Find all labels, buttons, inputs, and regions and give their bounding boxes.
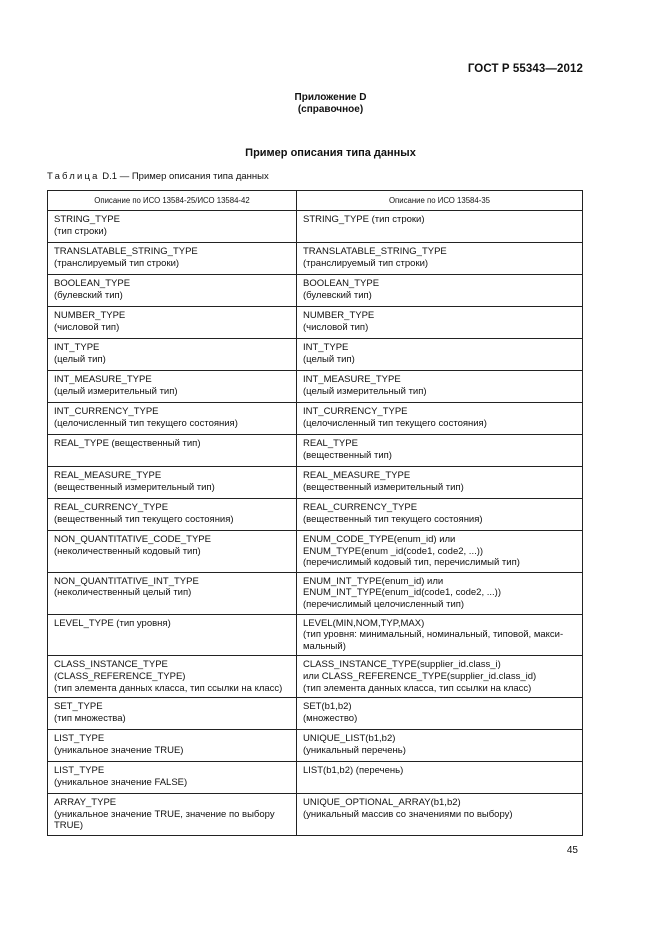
appendix-heading	[0, 92, 661, 116]
cell-iso-13584-35	[297, 499, 583, 531]
table-row	[48, 730, 583, 762]
table-row	[48, 307, 583, 339]
cell-line: (целый тип)	[54, 353, 106, 365]
appendix-note: (справочное)	[297, 104, 364, 115]
cell-line: STRING_TYPE	[54, 214, 120, 225]
cell-line: ENUM_TYPE(enum _id(code1, code2, ...))	[303, 545, 484, 557]
cell-iso-13584-25-42	[48, 762, 297, 794]
table-row	[48, 435, 583, 467]
cell-line: (уникальное значение TRUE)	[54, 744, 184, 756]
table-row	[48, 243, 583, 275]
cell-iso-13584-25-42	[48, 339, 297, 371]
cell-iso-13584-25-42	[48, 730, 297, 762]
cell-line: SET_TYPE	[54, 701, 103, 713]
cell-line: (булевский тип)	[303, 289, 372, 301]
cell-line: REAL_CURRENCY_TYPE	[54, 502, 169, 513]
cell-iso-13584-35	[297, 467, 583, 499]
cell-iso-13584-25-42	[48, 614, 297, 656]
cell-line: TRANSLATABLE_STRING_TYPE	[303, 246, 447, 257]
cell-line: INT_CURRENCY_TYPE	[54, 406, 159, 417]
table-row	[48, 211, 583, 243]
cell-line: (уникальный перечень)	[303, 744, 406, 756]
cell-iso-13584-35	[297, 339, 583, 371]
cell-line: (целочисленный тип текущего состояния)	[54, 417, 238, 429]
cell-line: REAL_MEASURE_TYPE	[303, 470, 411, 481]
cell-line: LEVEL(MIN,NOM,TYP,MAX)	[303, 617, 425, 629]
cell-iso-13584-35	[297, 275, 583, 307]
cell-line: INT_MEASURE_TYPE	[303, 374, 401, 385]
cell-line: (множество)	[303, 712, 358, 724]
table-row	[48, 275, 583, 307]
table-header-row	[48, 191, 583, 211]
table-row	[48, 499, 583, 531]
cell-line: (транслируемый тип строки)	[303, 257, 429, 269]
cell-line: (целочисленный тип текущего состояния)	[303, 417, 487, 429]
table-caption	[47, 171, 269, 182]
cell-line: (булевский тип)	[54, 289, 123, 301]
cell-iso-13584-25-42	[48, 499, 297, 531]
cell-iso-13584-25-42	[48, 307, 297, 339]
cell-line: (CLASS_REFERENCE_TYPE)	[54, 670, 186, 682]
cell-line: INT_TYPE	[54, 342, 100, 353]
cell-line: STRING_TYPE (тип строки)	[303, 214, 425, 225]
table-row	[48, 762, 583, 794]
standard-number: ГОСТ Р 55343—2012	[467, 63, 583, 75]
cell-iso-13584-35	[297, 435, 583, 467]
table-row	[48, 698, 583, 730]
table-row	[48, 614, 583, 656]
cell-iso-13584-25-42	[48, 435, 297, 467]
cell-line: мальный)	[303, 640, 346, 652]
cell-line: ENUM_INT_TYPE(enum_id) или	[303, 575, 444, 587]
cell-line: ENUM_CODE_TYPE(enum_id) или	[303, 534, 456, 545]
cell-line: LIST_TYPE	[54, 765, 105, 777]
cell-line: (тип элемента данных класса, тип ссылки на класс)	[54, 682, 283, 694]
cell-iso-13584-35	[297, 762, 583, 794]
cell-line: REAL_TYPE	[303, 438, 358, 449]
cell-line: REAL_MEASURE_TYPE	[54, 470, 162, 481]
cell-line: INT_CURRENCY_TYPE	[303, 406, 408, 417]
cell-line: (перечислимый целочисленный тип)	[303, 598, 465, 610]
cell-line: REAL_TYPE (вещественный тип)	[54, 438, 201, 449]
cell-line: (уникальное значение FALSE)	[54, 776, 188, 788]
cell-line: (тип уровня: минимальный, номинальный, типовой, макси-	[303, 629, 564, 641]
cell-iso-13584-35	[297, 531, 583, 573]
cell-iso-13584-25-42	[48, 698, 297, 730]
cell-iso-13584-25-42	[48, 211, 297, 243]
cell-line: (вещественный измерительный тип)	[303, 481, 464, 493]
cell-iso-13584-35	[297, 403, 583, 435]
cell-line: (вещественный тип текущего состояния)	[303, 513, 483, 525]
cell-line: (неколичественный кодовый тип)	[54, 545, 201, 557]
cell-iso-13584-25-42	[48, 243, 297, 275]
cell-iso-13584-35	[297, 371, 583, 403]
cell-iso-13584-25-42	[48, 531, 297, 573]
table-row	[48, 339, 583, 371]
table-caption-word: Таблица	[47, 171, 100, 182]
cell-line: NON_QUANTITATIVE_CODE_TYPE	[54, 534, 211, 545]
cell-line: TRANSLATABLE_STRING_TYPE	[54, 246, 198, 257]
column-header-iso-13584-25-42: Описание по ИСО 13584-25/ИСО 13584-42	[48, 191, 297, 211]
cell-line: (уникальный массив со значениями по выбору)	[303, 808, 513, 820]
cell-iso-13584-35	[297, 307, 583, 339]
cell-line: LIST_TYPE	[54, 733, 105, 745]
table-row	[48, 371, 583, 403]
cell-line: ARRAY_TYPE	[54, 797, 117, 809]
cell-iso-13584-35	[297, 243, 583, 275]
cell-iso-13584-35	[297, 656, 583, 698]
cell-line: (вещественный тип текущего состояния)	[54, 513, 234, 525]
cell-line: (числовой тип)	[54, 321, 120, 333]
cell-line: (неколичественный целый тип)	[54, 587, 192, 599]
cell-line: INT_TYPE	[303, 342, 349, 353]
cell-line: (числовой тип)	[303, 321, 369, 333]
cell-iso-13584-35	[297, 572, 583, 614]
table-row	[48, 794, 583, 836]
cell-line: (целый измерительный тип)	[54, 385, 178, 397]
cell-iso-13584-25-42	[48, 371, 297, 403]
cell-line: TRUE)	[54, 820, 84, 832]
column-header-iso-13584-35: Описание по ИСО 13584-35	[297, 191, 583, 211]
appendix-label: Приложение D	[294, 92, 367, 103]
page-number: 45	[566, 845, 578, 856]
cell-line: (тип множества)	[54, 712, 126, 724]
cell-iso-13584-35	[297, 614, 583, 656]
cell-line: (целый измерительный тип)	[303, 385, 427, 397]
cell-line: (перечислимый кодовый тип, перечислимый тип)	[303, 557, 520, 569]
data-type-table	[47, 190, 583, 836]
cell-line: (транслируемый тип строки)	[54, 257, 180, 269]
cell-line: (целый тип)	[303, 353, 355, 365]
cell-line: INT_MEASURE_TYPE	[54, 374, 152, 385]
cell-iso-13584-35	[297, 698, 583, 730]
cell-iso-13584-25-42	[48, 572, 297, 614]
cell-line: (вещественный измерительный тип)	[54, 481, 215, 493]
cell-line: NON_QUANTITATIVE_INT_TYPE	[54, 575, 199, 587]
section-title: Пример описания типа данных	[245, 147, 416, 159]
cell-line: REAL_CURRENCY_TYPE	[303, 502, 418, 513]
cell-line: (уникальное значение TRUE, значение по выбору	[54, 808, 275, 820]
cell-iso-13584-25-42	[48, 656, 297, 698]
table-row	[48, 531, 583, 573]
cell-line: BOOLEAN_TYPE	[303, 278, 380, 289]
cell-line: (тип элемента данных класса, тип ссылки на класс)	[303, 682, 532, 694]
table-caption-text: D.1 — Пример описания типа данных	[99, 171, 269, 182]
cell-line: NUMBER_TYPE	[54, 310, 126, 321]
table-row	[48, 467, 583, 499]
cell-line: (тип строки)	[54, 225, 107, 237]
cell-line: BOOLEAN_TYPE	[54, 278, 131, 289]
cell-iso-13584-25-42	[48, 403, 297, 435]
cell-line: LIST(b1,b2) (перечень)	[303, 765, 404, 777]
table-row	[48, 403, 583, 435]
table-body	[48, 211, 583, 836]
cell-iso-13584-35	[297, 211, 583, 243]
cell-iso-13584-25-42	[48, 275, 297, 307]
cell-line: SET(b1,b2)	[303, 701, 352, 713]
cell-line: LEVEL_TYPE (тип уровня)	[54, 617, 171, 629]
cell-iso-13584-25-42	[48, 467, 297, 499]
table-row	[48, 656, 583, 698]
cell-line: NUMBER_TYPE	[303, 310, 375, 321]
cell-line: UNIQUE_LIST(b1,b2)	[303, 733, 396, 745]
cell-iso-13584-35	[297, 794, 583, 836]
cell-line: CLASS_INSTANCE_TYPE	[54, 659, 168, 671]
cell-line: CLASS_INSTANCE_TYPE(supplier_id.class_i)	[303, 659, 501, 671]
cell-iso-13584-35	[297, 730, 583, 762]
table-row	[48, 572, 583, 614]
cell-line: ENUM_INT_TYPE(enum_id(code1, code2, ...))	[303, 587, 501, 599]
cell-line: UNIQUE_OPTIONAL_ARRAY(b1,b2)	[303, 797, 461, 809]
cell-line: (вещественный тип)	[303, 449, 392, 461]
cell-iso-13584-25-42	[48, 794, 297, 836]
cell-line: или CLASS_REFERENCE_TYPE(supplier_id.class_id)	[303, 670, 537, 682]
